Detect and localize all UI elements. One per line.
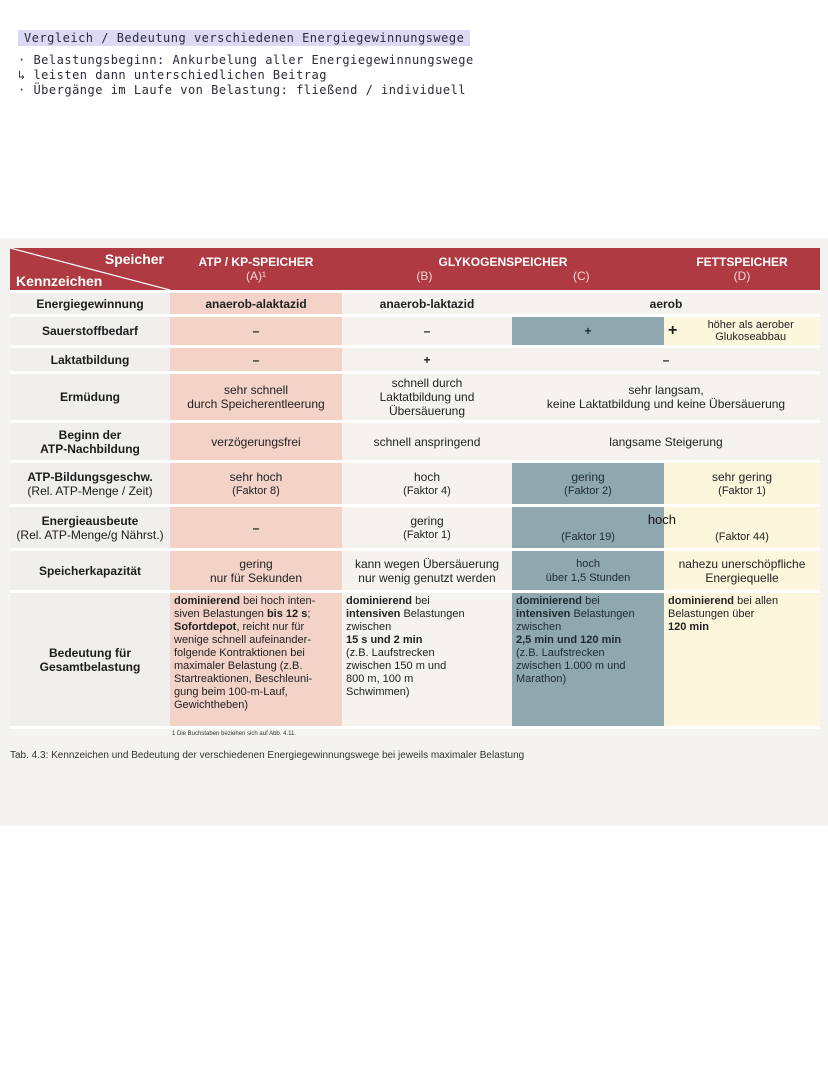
handwritten-notes: [18, 30, 818, 98]
cell-b: [342, 592, 512, 728]
cell-a: –: [170, 506, 342, 550]
cell-d-text: bei allen Belastungen über: [668, 595, 779, 620]
header-atp: [170, 248, 342, 292]
header-atp-sub: (A)¹: [246, 269, 266, 283]
table-footnote: 1 Die Buchstaben beziehen sich auf Abb. 4.11.: [172, 731, 296, 737]
cell-b: kann wegen Übersäuerung nur wenig genutzt werden: [342, 550, 512, 592]
table-row: [10, 592, 820, 728]
cell-a-factor: (Faktor 8): [232, 484, 280, 497]
row-label: Sauerstoffbedarf: [10, 316, 170, 347]
header-fett-sub: (D): [733, 269, 751, 283]
cell-a: sehr schnell durch Speicherentleerung: [170, 373, 342, 422]
cell-b-factor: (Faktor 4): [403, 484, 451, 497]
row-label: Beginn der ATP-Nachbildung: [10, 422, 170, 462]
table-row: [10, 506, 820, 550]
cell-c: [512, 506, 677, 550]
cell-b-value: gering: [410, 513, 444, 528]
cell-a-text: ;: [307, 608, 311, 620]
row-label-small: (Rel. ATP-Menge / Zeit): [27, 483, 153, 498]
cell-d-factor: (Faktor 1): [718, 484, 766, 497]
cell-b: anaerob-laktazid: [342, 292, 512, 316]
cell-b-bold: 15 s und 2 min: [346, 634, 423, 646]
table-row: [10, 292, 820, 316]
cell-cd-value: hoch: [647, 512, 677, 527]
cell-a-bold: Sofortdepot: [174, 621, 237, 633]
table-row: [10, 316, 820, 347]
header-fett: [664, 248, 820, 292]
cell-d-bold: dominierend: [668, 595, 735, 607]
row-label: Speicherkapazität: [10, 550, 170, 592]
cell-d-value: sehr gering: [711, 469, 773, 484]
cell-b: –: [342, 316, 512, 347]
row-label-main: ATP-Bildungsgeschw.: [27, 469, 153, 484]
notes-line: · Belastungsbeginn: Ankurbelung aller Energiegewinnungswege: [18, 53, 474, 67]
cell-c-bold: dominierend: [516, 595, 583, 607]
cell-a-text: bei hoch inten- siven Belastungen: [174, 595, 316, 620]
header-glykogen-title: GLYKOGENSPEICHER: [438, 255, 568, 269]
cell-d: [664, 506, 820, 550]
row-label: Energiegewinnung: [10, 292, 170, 316]
table-row: [10, 347, 820, 373]
row-label: Bedeutung für Gesamtbelastung: [10, 592, 170, 728]
header-fett-title: FETTSPEICHER: [696, 255, 788, 269]
cell-c-factor: (Faktor 19): [561, 530, 615, 543]
cell-d-factor: (Faktor 44): [715, 530, 769, 543]
row-label-small: (Rel. ATP-Menge/g Nährst.): [16, 527, 164, 542]
cell-d: [664, 592, 820, 728]
cell-b-text: bei: [412, 595, 430, 607]
cell-b: schnell durch Laktatbildung und Übersäuerung: [342, 373, 512, 422]
header-glykogen-sub-c: (C): [573, 269, 590, 283]
cell-b-factor: (Faktor 1): [403, 528, 451, 541]
table-row: [10, 550, 820, 592]
table-caption: Tab. 4.3: Kennzeichen und Bedeutung der verschiedenen Energiegewinnungswege bei jeweils maximaler Belastung: [10, 750, 525, 761]
cell-a: –: [170, 347, 342, 373]
table-header-row: [10, 248, 820, 292]
cell-d: [664, 316, 820, 347]
row-label-main: Energieausbeute: [41, 513, 139, 528]
cell-d-sign: +: [668, 322, 678, 339]
cell-b: [342, 506, 512, 550]
cell-b: schnell anspringend: [342, 422, 512, 462]
table-row: [10, 373, 820, 422]
corner-speicher-label: Speicher: [104, 251, 164, 267]
table-row: [10, 422, 820, 462]
header-glykogen: [342, 248, 664, 292]
cell-c: [512, 592, 664, 728]
cell-cd: sehr langsam, keine Laktatbildung und keine Übersäuerung: [512, 373, 820, 422]
cell-b-value: hoch: [413, 469, 441, 484]
cell-d: nahezu unerschöpfliche Energiequelle: [664, 550, 820, 592]
cell-c-text: Belastungen zwischen: [516, 608, 635, 633]
cell-c-bold: intensiven: [516, 608, 571, 620]
notes-line: · Übergänge im Laufe von Belastung: fließend / individuell: [18, 83, 467, 97]
cell-d-content: [668, 319, 816, 343]
row-label: Ermüdung: [10, 373, 170, 422]
cell-c: hoch über 1,5 Stunden: [512, 550, 664, 592]
cell-a: verzögerungsfrei: [170, 422, 342, 462]
cell-cd: langsame Steigerung: [512, 422, 820, 462]
table-row: [10, 462, 820, 506]
cell-b: [342, 462, 512, 506]
header-glykogen-subs: [346, 269, 660, 283]
cell-c-value: gering: [571, 469, 605, 484]
cell-a: gering nur für Sekunden: [170, 550, 342, 592]
cell-a: –: [170, 316, 342, 347]
cell-d-text: höher als aerober Glukoseabbau: [707, 319, 794, 343]
cell-a-bold: dominierend: [174, 595, 241, 607]
cell-c-text: (z.B. Laufstrecken zwischen 1.000 m und Marathon): [516, 647, 626, 685]
cell-cd: aerob: [512, 292, 820, 316]
cell-c-factor: (Faktor 2): [564, 484, 612, 497]
cell-b-text: Belastungen zwischen: [346, 608, 465, 633]
row-label: Laktatbildung: [10, 347, 170, 373]
cell-c: +: [512, 316, 664, 347]
cell-b-text: (z.B. Laufstrecken zwischen 150 m und 800 m, 100 m Schwimmen): [346, 647, 447, 698]
notes-title: Vergleich / Bedeutung verschiedenen Energiegewinnungswege: [18, 30, 470, 46]
cell-a: anaerob-alaktazid: [170, 292, 342, 316]
cell-c-text: bei: [582, 595, 600, 607]
row-label: [10, 506, 170, 550]
cell-a-value: sehr hoch: [229, 469, 283, 484]
cell-b: +: [342, 347, 512, 373]
energy-comparison-table: [10, 248, 820, 729]
header-glykogen-sub-b: (B): [416, 269, 433, 283]
cell-a-bold: bis 12 s: [266, 608, 308, 620]
notes-line: ↳ leisten dann unterschiedlichen Beitrag: [18, 68, 327, 82]
cell-a-text: , reicht nur für wenige schnell aufeinander- folgende Kontraktionen bei maximaler Belastung (z.B. Startreaktionen, Beschleuni- gung beim 100-m-Lauf, Gewichtheben): [174, 621, 313, 711]
header-atp-title: ATP / KP-SPEICHER: [198, 255, 314, 269]
cell-cd: –: [512, 347, 820, 373]
cell-b-bold: intensiven: [346, 608, 401, 620]
cell-d: [664, 462, 820, 506]
row-label: [10, 462, 170, 506]
cell-c-bold: 2,5 min und 120 min: [516, 634, 622, 646]
header-corner: [10, 248, 170, 292]
corner-kennzeichen-label: Kennzeichen: [16, 273, 103, 289]
cell-d-bold: 120 min: [668, 621, 709, 633]
cell-a: [170, 592, 342, 728]
cell-c: [512, 462, 664, 506]
cell-a: [170, 462, 342, 506]
cell-b-bold: dominierend: [346, 595, 413, 607]
